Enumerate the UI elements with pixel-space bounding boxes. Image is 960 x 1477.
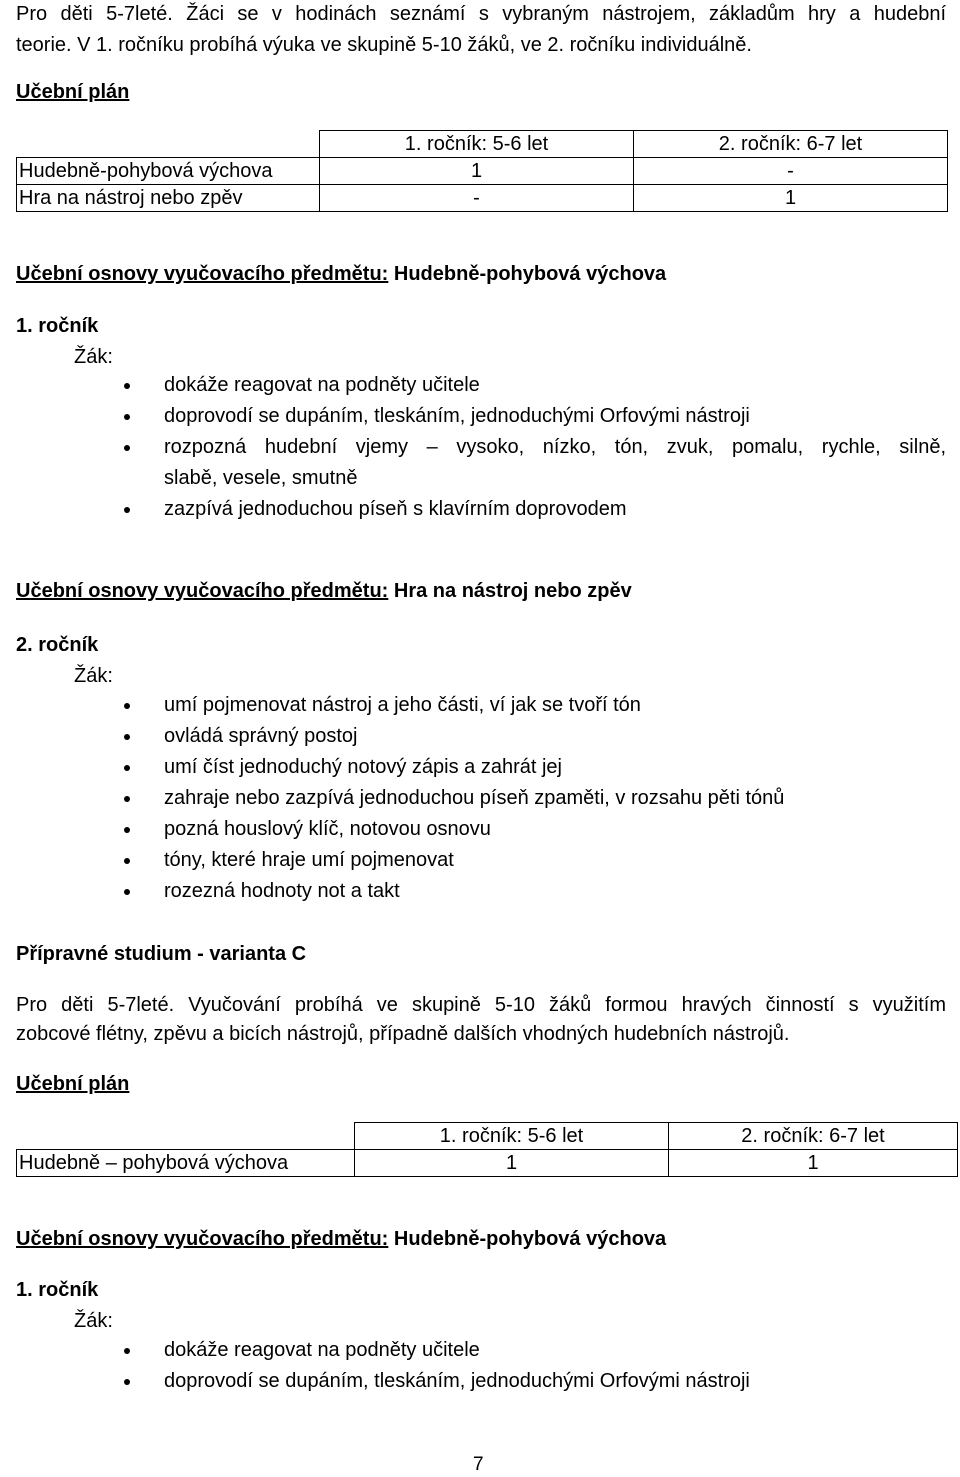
intro-line-1: Pro děti 5-7leté. Žáci se v hodinách seznámí s vybraným nástrojem, základům hry a hudební [16,3,946,25]
list-item: zahraje nebo zazpívá jednoduchou píseň zpaměti, v rozsahu pěti tónů [124,783,946,814]
list-item: umí číst jednoduchý notový zápis a zahrát jej [124,752,946,783]
plan-1-col-2: 2. ročník: 6-7 let [634,131,948,158]
table-row [17,1150,958,1177]
plan-2-empty-cell [17,1123,355,1150]
page-number: 7 [473,1454,484,1475]
variant-c-line-2: zobcové flétny, zpěvu a bicích nástrojů, případně dalších vhodných hudebních nástrojů. [16,1023,790,1045]
plan-1-header-row [17,131,948,158]
list-item: umí pojmenovat nástroj a jeho části, ví jak se tvoří tón [124,690,946,721]
plan-2-col-1: 1. ročník: 5-6 let [355,1123,669,1150]
osnovy-3-prefix: Učební osnovy vyučovacího předmětu: [16,1228,389,1250]
plan-1-row-1-label: Hudebně-pohybová výchova [17,158,320,185]
list-item: zazpívá jednoduchou píseň s klavírním doprovodem [124,494,946,525]
osnovy-1-prefix: Učební osnovy vyučovacího předmětu: [16,263,389,285]
intro-line-2: teorie. V 1. ročníku probíhá výuka ve skupině 5-10 žáků, ve 2. ročníku individuálně. [16,34,752,56]
plan-1-row-2-c1: - [320,185,634,212]
osnovy-2-prefix: Učební osnovy vyučovacího předmětu: [16,580,389,602]
osnovy-2-pupil-label: Žák: [74,665,113,687]
plan-1-row-2-c2: 1 [634,185,948,212]
osnovy-3-heading [16,1227,666,1251]
list-item: tóny, které hraje umí pojmenovat [124,845,946,876]
list-item: dokáže reagovat na podněty učitele [124,1335,946,1366]
list-item: doprovodí se dupáním, tleskáním, jednoduchými Orfovými nástroji [124,401,946,432]
list-item: pozná houslový klíč, notovou osnovu [124,814,946,845]
list-item: doprovodí se dupáním, tleskáním, jednoduchými Orfovými nástroji [124,1366,946,1397]
plan-2-heading: Učební plán [16,1073,130,1095]
list-item: rozpozná hudební vjemy – vysoko, nízko, tón, zvuk, pomalu, rychle, silně, slabě, vesele, smutně [124,432,946,494]
osnovy-1-subject: Hudebně-pohybová výchova [388,263,667,285]
plan-1-col-1: 1. ročník: 5-6 let [320,131,634,158]
osnovy-3-subject: Hudebně-pohybová výchova [388,1228,667,1250]
osnovy-2-heading [16,579,632,603]
osnovy-1-grade: 1. ročník [16,315,99,337]
osnovy-2-list [124,690,946,907]
plan-2-table [16,1122,958,1177]
list-item: ovládá správný postoj [124,721,946,752]
plan-1-heading: Učební plán [16,81,130,103]
osnovy-3-grade: 1. ročník [16,1279,99,1301]
osnovy-1-heading [16,262,666,286]
plan-2-row-1-c2: 1 [669,1150,958,1177]
plan-1-table [16,130,948,212]
osnovy-1-pupil-label: Žák: [74,346,113,368]
table-row [17,185,948,212]
osnovy-2-grade: 2. ročník [16,634,99,656]
plan-1-empty-cell [17,131,320,158]
list-item: rozezná hodnoty not a takt [124,876,946,907]
plan-2-row-1-label: Hudebně – pohybová výchova [17,1150,355,1177]
osnovy-3-pupil-label: Žák: [74,1310,113,1332]
plan-1-row-1-c1: 1 [320,158,634,185]
plan-2-header-row [17,1123,958,1150]
osnovy-1-list [124,370,946,525]
osnovy-3-list [124,1335,946,1397]
plan-2-row-1-c1: 1 [355,1150,669,1177]
table-row [17,158,948,185]
osnovy-2-subject: Hra na nástroj nebo zpěv [388,580,632,602]
plan-1-row-2-label: Hra na nástroj nebo zpěv [17,185,320,212]
list-item: dokáže reagovat na podněty učitele [124,370,946,401]
plan-2-col-2: 2. ročník: 6-7 let [669,1123,958,1150]
plan-1-row-1-c2: - [634,158,948,185]
variant-c-heading: Přípravné studium - varianta C [16,943,307,965]
variant-c-line-1: Pro děti 5-7leté. Vyučování probíhá ve skupině 5-10 žáků formou hravých činností s využitím [16,994,946,1016]
